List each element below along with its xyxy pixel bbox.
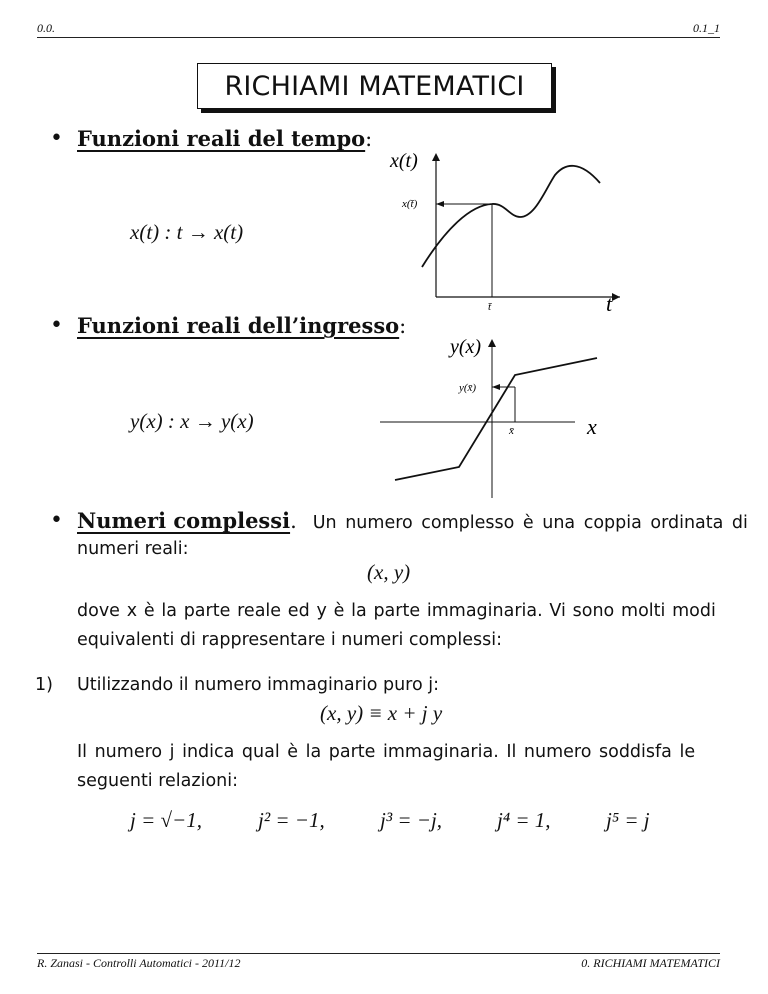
graph-input-xlabel: x: [587, 414, 597, 439]
complex-desc-line1: dove x è la parte reale ed y è la parte immaginaria. Vi sono molti modi: [77, 601, 716, 621]
item1-text: Utilizzando il numero immaginario puro j:: [77, 675, 440, 695]
footer-right: 0. RICHIAMI MATEMATICI: [581, 956, 720, 970]
graph-time: [370, 145, 630, 325]
relation-2: j² = −1,: [258, 808, 325, 832]
graph-input-h-arrow: [492, 384, 500, 390]
graph-time-curve: [422, 166, 600, 267]
complex-pair: (x, y): [367, 560, 411, 584]
page-title: RICHIAMI MATEMATICI: [224, 70, 525, 102]
section-time-heading: Funzioni reali del tempo: [77, 126, 366, 151]
bullet-complex: •: [50, 508, 63, 533]
mapping-time: x(t) : t → x(t): [130, 220, 244, 244]
complex-desc-line2: equivalenti di rappresentare i numeri complessi:: [77, 630, 503, 650]
section-complex-heading: Numeri complessi: [77, 508, 291, 533]
header-rule: [37, 37, 720, 38]
graph-time-point-xlabel: t̄: [488, 301, 492, 313]
relation-5: j⁵ = j: [606, 808, 650, 832]
graph-time-point-ylabel: x(t̄): [402, 198, 418, 210]
section-time-heading-row: [77, 126, 372, 151]
item1-number: 1): [35, 675, 53, 695]
footer-rule: [37, 953, 720, 954]
section-input-punct: :: [399, 314, 407, 338]
section-input-heading-row: [77, 313, 406, 338]
graph-time-x-arrow: [612, 293, 620, 301]
relation-3: j³ = −j,: [380, 808, 443, 832]
graph-input-y-arrow: [488, 339, 496, 347]
graph-time-h-arrow: [436, 201, 444, 207]
graph-input: [375, 330, 635, 505]
item1-desc-line1: Il numero j indica qual è la parte immaginaria. Il numero soddisfa le: [77, 742, 696, 762]
graph-time-xlabel: t: [606, 291, 613, 316]
graph-input-point-ylabel: y(x̄): [459, 382, 477, 394]
complex-intro-line2: numeri reali:: [77, 539, 189, 559]
header-right: 0.1_1: [693, 21, 720, 35]
relation-1: j = √−1,: [130, 808, 202, 832]
footer-left: R. Zanasi - Controlli Automatici - 2011/12: [37, 956, 241, 970]
header-left: 0.0.: [37, 21, 55, 35]
graph-input-axes: [380, 339, 575, 498]
graph-time-ylabel: x(t): [390, 150, 418, 172]
bullet-time: •: [50, 126, 63, 151]
section-time-punct: :: [365, 127, 373, 151]
relation-4: j⁴ = 1,: [497, 808, 551, 832]
item1-equation: (x, y) ≡ x + j y: [320, 701, 443, 725]
complex-intro-line1: Un numero complesso è una coppia ordinata di: [312, 513, 748, 533]
graph-input-curve: [395, 358, 597, 480]
mapping-input: y(x) : x → y(x): [130, 409, 254, 433]
section-complex-heading-row: [77, 508, 748, 538]
section-complex-punct: .: [290, 509, 297, 533]
item1-desc-line2: seguenti relazioni:: [77, 771, 238, 791]
graph-input-ylabel: y(x): [450, 336, 482, 358]
graph-input-point-xlabel: x̄: [509, 425, 514, 437]
bullet-input: •: [50, 313, 63, 338]
title-box: [197, 63, 552, 109]
graph-time-y-arrow: [432, 153, 440, 161]
section-input-heading: Funzioni reali dell’ingresso: [77, 313, 400, 338]
